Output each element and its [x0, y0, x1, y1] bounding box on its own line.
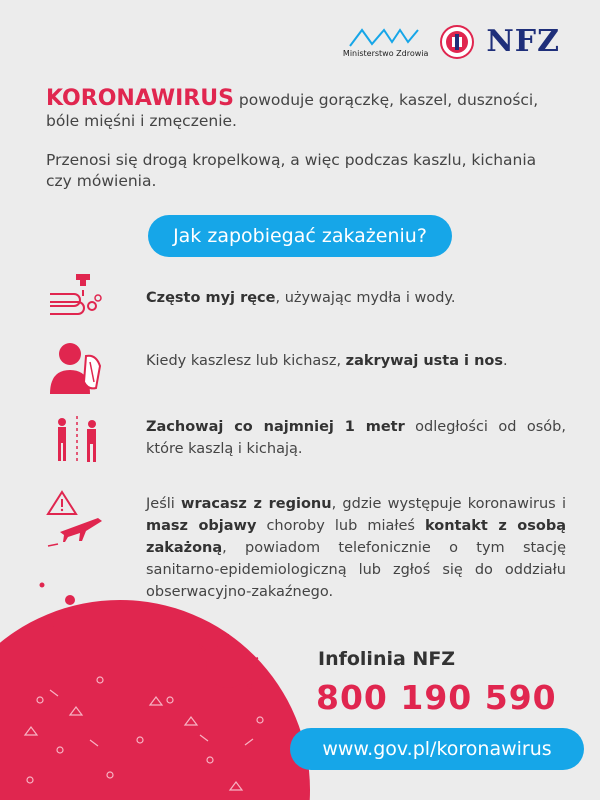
- ministry-mark-icon: [348, 26, 424, 48]
- distance-icon: [52, 414, 102, 466]
- state-emblem-icon: [440, 25, 474, 59]
- website-link-button[interactable]: www.gov.pl/koronawirus: [290, 728, 584, 770]
- ministry-logo: [343, 26, 428, 58]
- tip-cover-bold: zakrywaj usta i nos: [345, 353, 503, 369]
- infoline-phone[interactable]: 800 190 590: [316, 678, 557, 717]
- warning-plane-icon: [46, 488, 106, 550]
- tip-cover-mouth: Kiedy kaszlesz lub kichasz, zakrywaj usta i nos.: [146, 353, 508, 369]
- logo-bar: [343, 24, 560, 59]
- prevention-heading-button[interactable]: Jak zapobiegać zakażeniu?: [148, 215, 452, 257]
- tip-wash-hands: Często myj ręce, używając mydła i wody.: [146, 290, 456, 306]
- intro-paragraph-1: [46, 88, 556, 132]
- virus-large-circle: [0, 600, 310, 800]
- tip-distance-bold: Zachowaj co najmniej 1 metr: [146, 419, 405, 435]
- tip-wash-bold: Często myj ręce: [146, 290, 276, 306]
- virus-dot: [65, 595, 75, 605]
- keyword-koronawirus: KORONAWIRUS: [46, 86, 234, 111]
- hand-washing-icon: [46, 270, 104, 318]
- tip-travel-symptoms: Jeśli wracasz z regionu, gdzie występuje koronawirus i masz objawy choroby lub miałeś kontakt z osobą zakażoną, powiadom telefonicznie o tym stację sanitarno-epidemiologiczną lub zgłoś się do oddziału obserwacyjno-zakaźnego.: [146, 496, 566, 600]
- virus-medium-circle: [206, 644, 250, 688]
- ministry-label: Ministerstwo Zdrowia: [342, 48, 429, 58]
- intro-text: [46, 88, 556, 210]
- intro-symptoms: powoduje gorączkę, kaszel, duszności, bóle mięśni i zmęczenie.: [46, 91, 539, 130]
- sneeze-icon: [46, 338, 104, 396]
- nfz-logo: NFZ: [486, 24, 560, 59]
- infoline-title: Infolinia NFZ: [318, 648, 456, 670]
- intro-paragraph-2: Przenosi się drogą kropelkową, a więc podczas kaszlu, kichania czy mówienia.: [46, 151, 537, 190]
- tip-keep-distance: Zachowaj co najmniej 1 metr odległości od osób, które kaszlą i kichają.: [146, 419, 566, 457]
